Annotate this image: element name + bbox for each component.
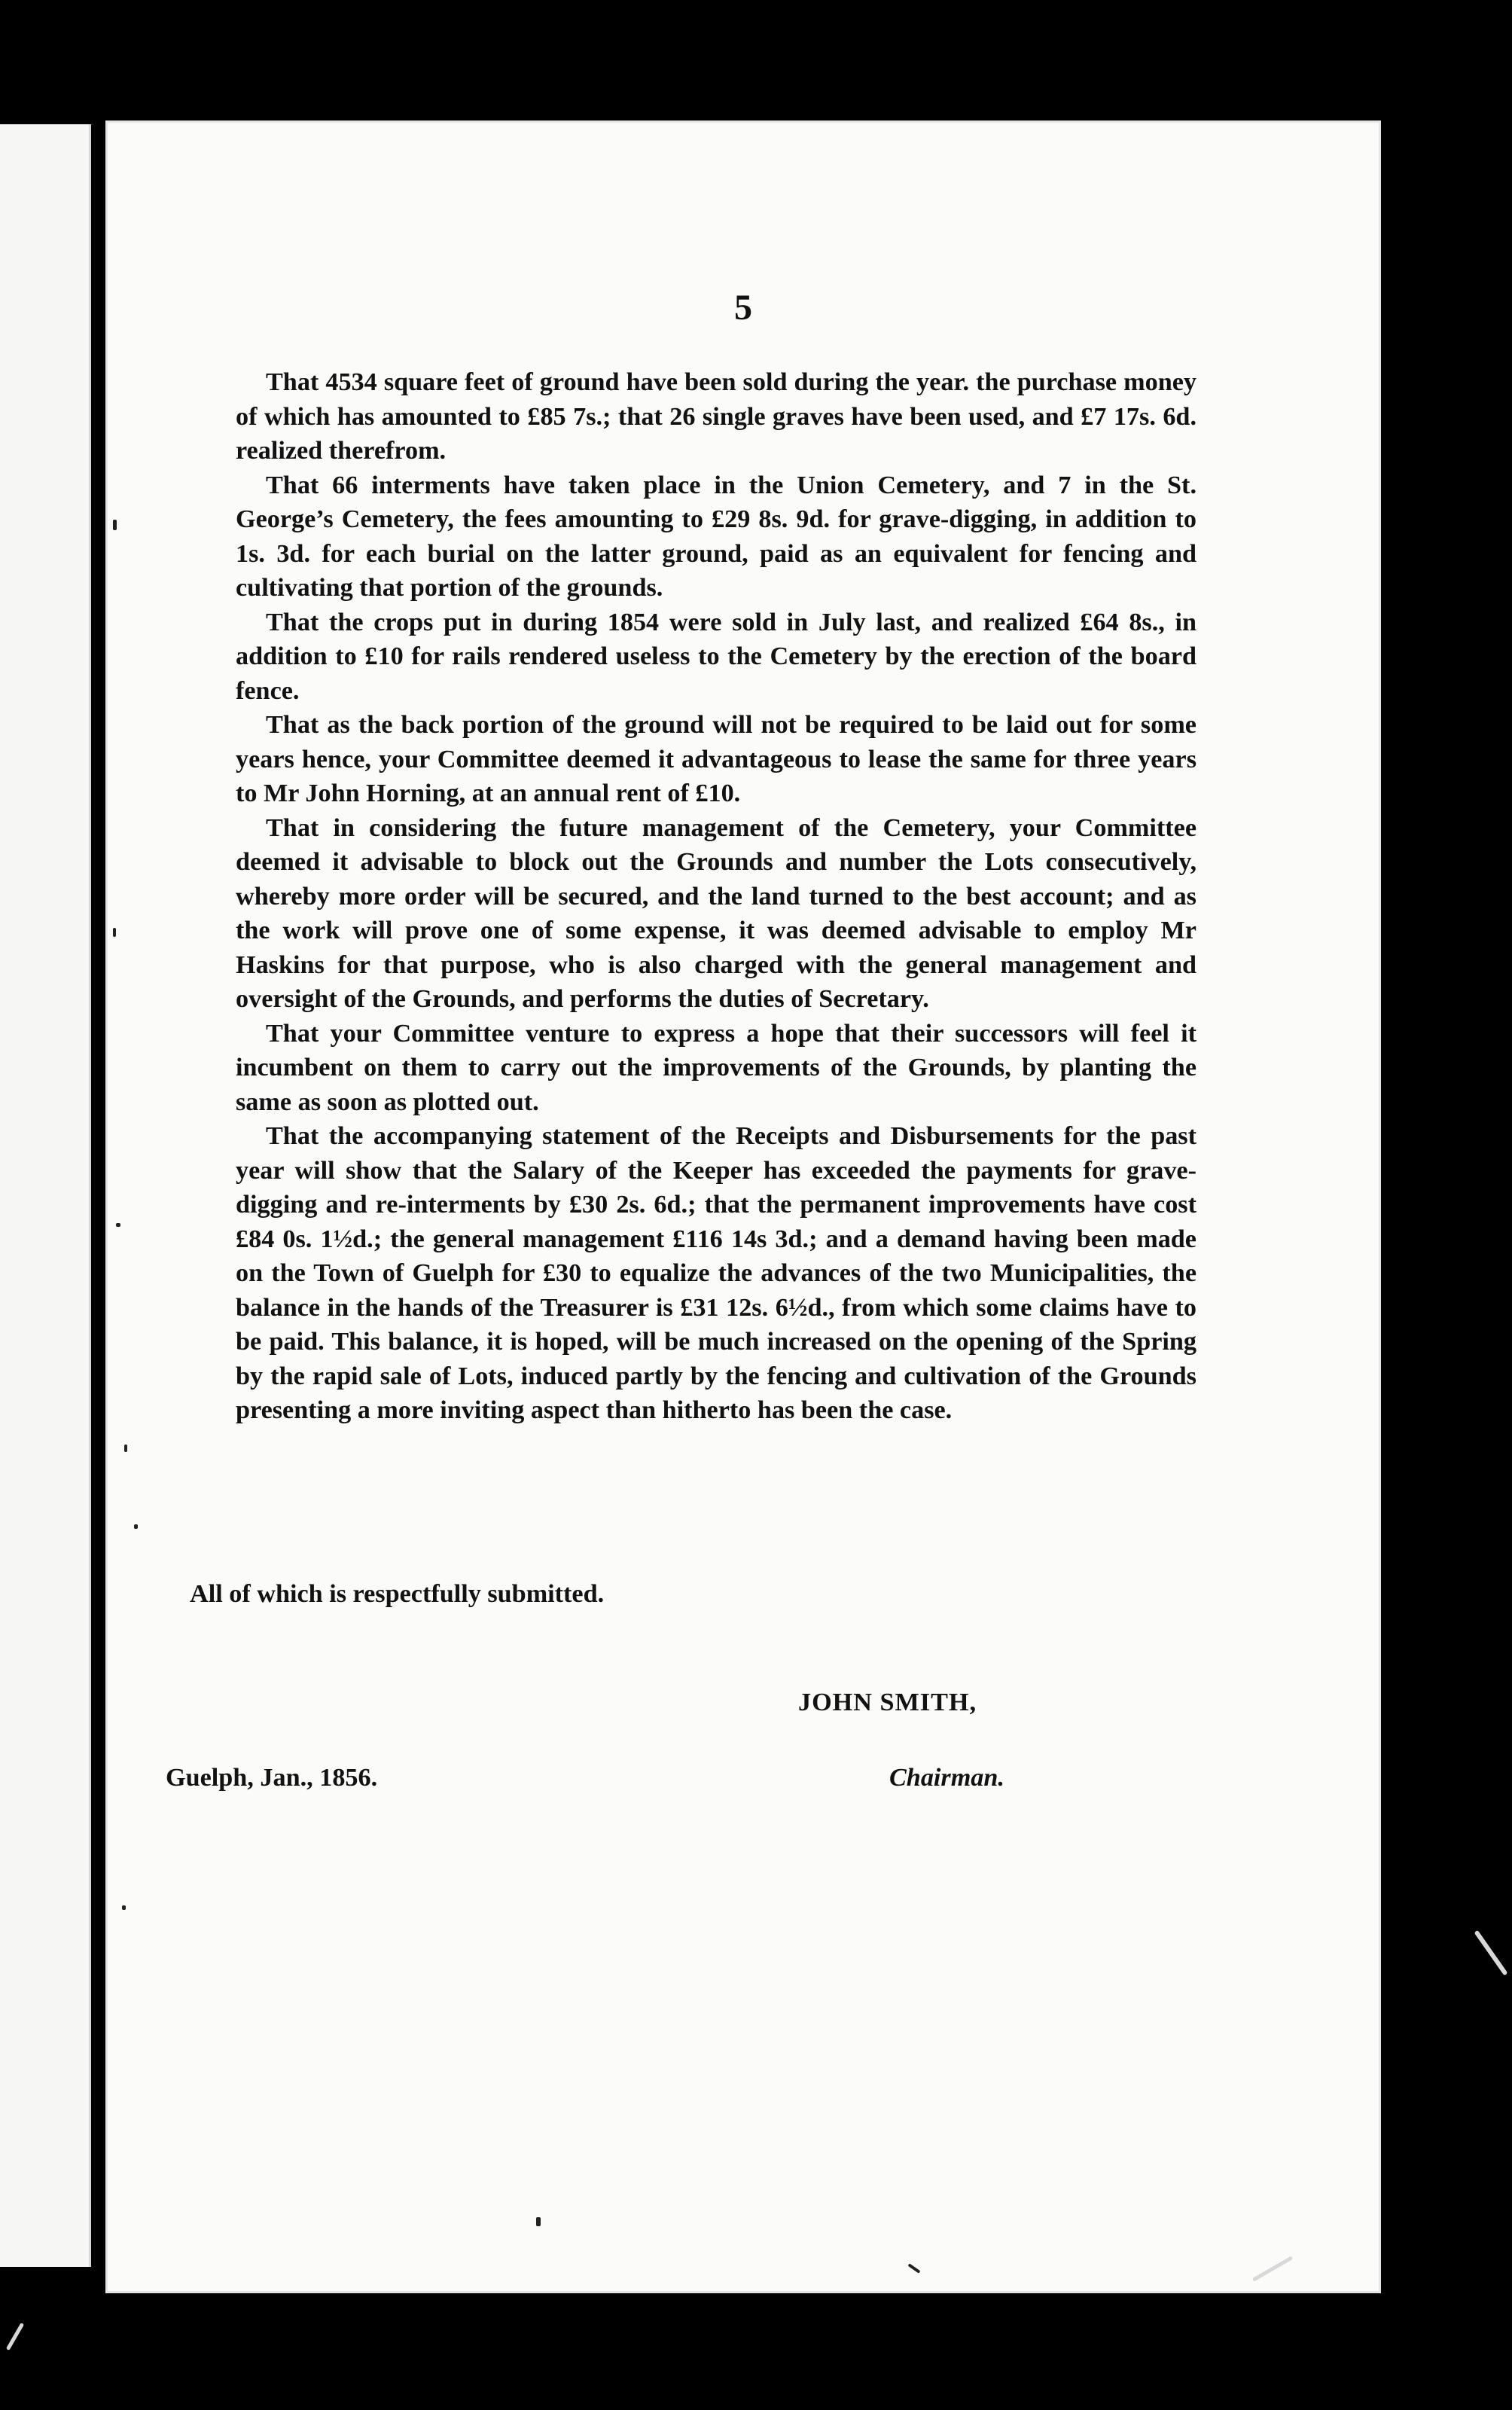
signer-name: JOHN SMITH, [798, 1689, 977, 1716]
paragraph-interments: That 66 interments have taken place in the Union Cemetery, and 7 in the St. George’s Cemetery, the fees amounting to £29 8s. 9d. for grave-digging, in addition to 1s. 3d. for each burial on the latter ground, paid as an equivalent for fencing and cultivating that portion of the grounds. [236, 471, 1196, 602]
paragraph-land-sales: That 4534 square feet of ground have been sold during the year. the purchase money of which has amounted to £85 7s.; that 26 single graves have been used, and £7 17s. 6d. realized therefrom. [236, 368, 1196, 465]
document-page [105, 120, 1381, 2293]
signer-title: Chairman. [889, 1764, 1004, 1792]
paragraph-management: That in considering the future management of the Cemetery, your Committee deemed it advisable to block out the Grounds and number the Lots consecutively, whereby more order will be secured, and the land turned to the best account; and as the work will prove one of some expense, it was deemed advisable to employ Mr Haskins for that purpose, who is also charged with the general management and oversight of the Grounds, and performs the duties of Secretary. [236, 813, 1196, 1013]
closing-line: All of which is respectfully submitted. [190, 1580, 605, 1608]
margin-speck [134, 1524, 138, 1529]
edge-scratch [1474, 1930, 1507, 1976]
report-body [236, 365, 1196, 1428]
paragraph-lease: That as the back portion of the ground will not be required to be laid out for some years hence, your Committee deemed it advantageous to lease the same for three years to Mr John Horning, at an annual rent of £10. [236, 711, 1196, 807]
bottom-speck [536, 2217, 541, 2226]
margin-speck [116, 1223, 120, 1227]
edge-scratch [6, 2323, 24, 2351]
place-and-date: Guelph, Jan., 1856. [166, 1764, 378, 1792]
paragraph-finances: That the accompanying statement of the Receipts and Disbursements for the past year will show that the Salary of the Keeper has exceeded the payments for grave-digging and re-interments by £30 2s. 6d.; that the permanent improvements have cost £84 0s. 1½d.; the general management £116 14s 3d.; and a demand having been made on the Town of Guelph for £30 to equalize the advances of the two Municipalities, the balance in the hands of the Treasurer is £31 12s. 6½d., from which some claims have to be paid. This balance, it is hoped, will be much increased on the opening of the Spring by the rapid sale of Lots, induced partly by the fencing and cultivation of the Grounds presenting a more inviting aspect than hitherto has been the case. [236, 1122, 1196, 1424]
margin-speck [122, 1905, 126, 1910]
margin-speck [113, 928, 116, 937]
facing-page-edge [0, 124, 91, 2267]
paragraph-improvements: That your Committee venture to express a hope that their successors will feel it incumbent on them to carry out the improvements of the Grounds, by planting the same as soon as plotted out. [236, 1019, 1196, 1116]
margin-speck [124, 1444, 127, 1452]
page-number: 5 [734, 288, 752, 328]
paragraph-crops: That the crops put in during 1854 were sold in July last, and realized £64 8s., in addition to £10 for rails rendered useless to the Cemetery by the erection of the board fence. [236, 608, 1196, 705]
margin-speck [113, 520, 117, 530]
